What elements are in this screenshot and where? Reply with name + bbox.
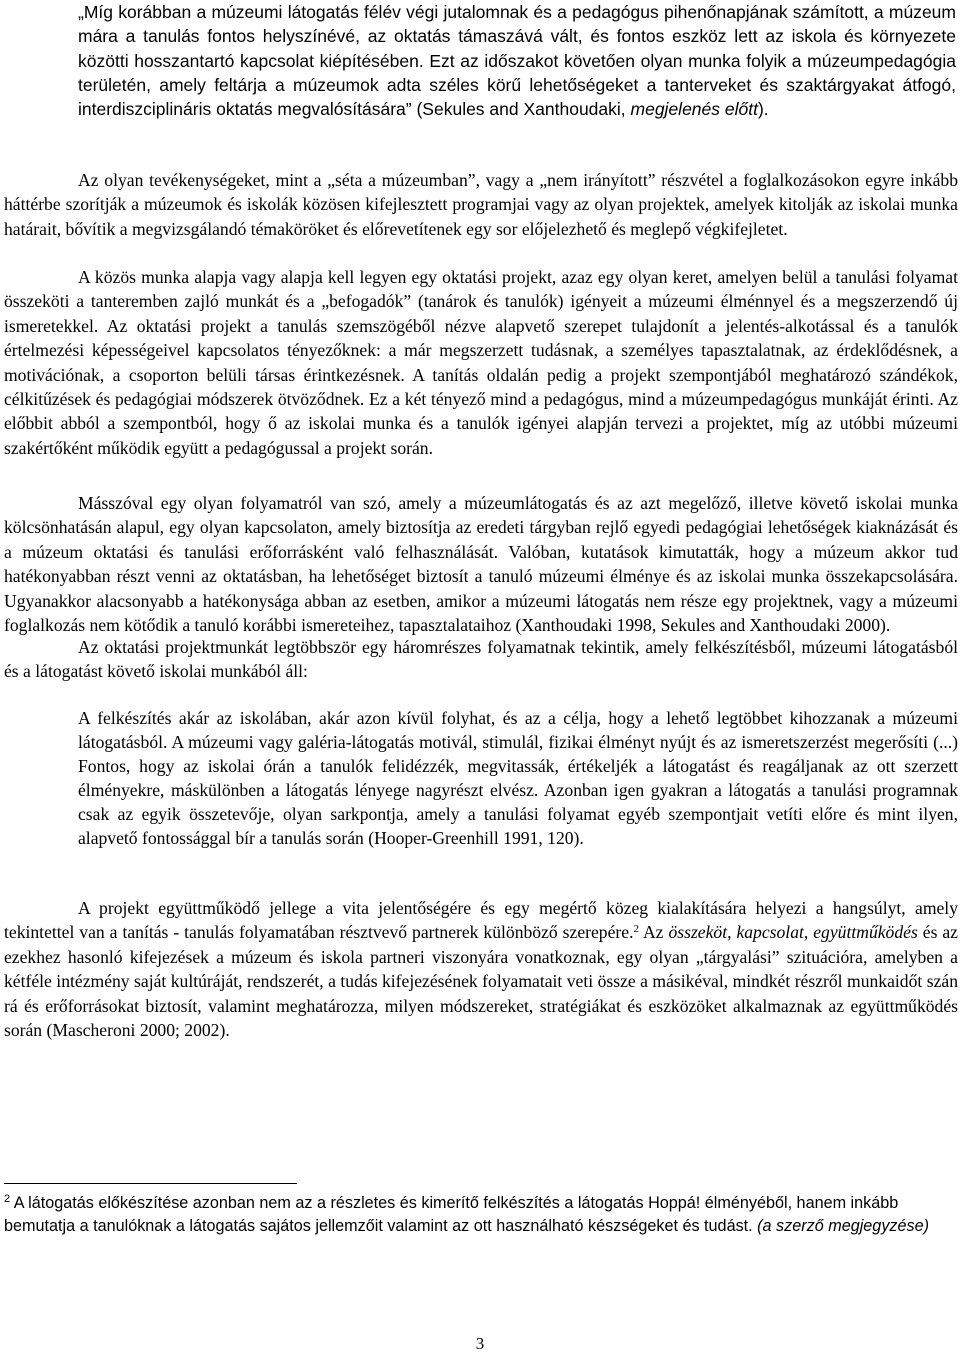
footnote-author-note: (a szerző megjegyzése) bbox=[757, 1217, 929, 1236]
paragraph-final bbox=[4, 896, 958, 1042]
paragraph-3: Másszóval egy olyan folyamatról van szó, amely a múzeumlátogatás és az azt megelőző, illetve követő iskolai munka kölcsönhatásán alapul, egy olyan kapcsolaton, amely biztosítja az eredeti tárgyban rejlő egyedi pedagógiai lehetőségek kiaknázását és a múzeum oktatási és tanulási erőforrásként való felhasználását. Valóban, kutatások kimutatták, hogy a múzeum akkor tud hatékonyabban részt venni az oktatásban, ha lehetőséget biztosít a tanuló múzeumi élménye és az iskolai munka összekapcsolására. Ugyanakkor alacsonyabb a hatékonysága abban az esetben, amikor a múzeumi látogatás nem része egy projektnek, vagy a múzeumi foglalkozás nem kötődik a tanuló korábbi ismereteihez, tapasztalataihoz (Xanthoudaki 1998, Sekules and Xanthoudaki 2000). bbox=[4, 493, 958, 636]
opening-quote bbox=[78, 0, 956, 121]
page-number: 3 bbox=[475, 1334, 485, 1353]
footnote-number: 2 bbox=[4, 1193, 11, 1205]
final-text-3: és az ezekhez hasonló kifejezések a múzeum és iskola partneri viszonyára vonatkoznak, egy olyan „tárgyalási” szituációra, amelyben a kétféle intézmény saját kultúráját, rendszerét, a tudás kifejezésének folyamatait veti össze a másikéval, mindkét részről munkaidőt szán rá és erőforrásokat biztosít, valamint meghatározza, milyen módszereket, stratégiákat és eszközöket alkalmaznak az együttműködés során (Mascheroni 2000; 2002). bbox=[4, 922, 958, 1041]
paragraph-2: A közös munka alapja vagy alapja kell legyen egy oktatási projekt, azaz egy olyan keret, amelyen belül a tanulási folyamat összeköti a tanteremben zajló munkát és a „befogadók” (tanárok és tanulók) igényeit a múzeumi élménnyel és a megszerzendő új ismeretekkel. Az oktatási projekt a tanulás szemszögéből nézve alapvető szerepet tulajdonít a jelentés-alkotással és a tanulók értelmezési képességeivel kapcsolatos tényezőknek: a már megszerzett tudásnak, a személyes tapasztalatnak, az érdeklődésnek, a motivációnak, a csoporton belüli társas érintkezésnek. A tanítás oldalán pedig a projekt szempontjából meghatározó szándékok, célkitűzések és pedagógiai módszerek ötvöződnek. Ez a két tényező mind a pedagógus, mind a múzeumpedagógus munkáját érinti. Az előbbit abból a szempontból, hogy ő az iskolai munka és a tanulók igényei alapján tervezi a projektet, míg az utóbbi múzeumi szakértőként működik együtt a pedagógussal a projekt során. bbox=[4, 267, 958, 458]
final-text-2: Az bbox=[638, 922, 669, 943]
block-quotation: A felkészítés akár az iskolában, akár azon kívül folyhat, és az a célja, hogy a lehető legtöbbet kihozzanak a múzeumi látogatásból. A múzeumi vagy galéria-látogatás motivál, stimulál, fizikai élményt nyújt és az ismeretszerzést megerősíti (...) Fontos, hogy az iskolai órán a tanulók felidézzék, megvitassák, értékeljék a látogatást és reagáljanak az ott szerzett élményekre, máskülönben a látogatás lényege nagyrészt elvész. Azonban igen gyakran a látogatás a tanulási programnak csak az egyik összetevője, olyan sarkpontja, amely a tanulási folyamat egyéb szempontjait vetíti előre és mint ilyen, alapvető fontossággal bír a tanulás során (Hooper-Greenhill 1991, 120). bbox=[78, 708, 958, 848]
final-text-1: A projekt együttműködő jellege a vita jelentőségére és egy megértő közeg kialakítására helyezi a hangsúlyt, amely tekintettel van a tanítás - tanulás folyamatában résztvevő partnerek különböző szerepére. bbox=[4, 898, 958, 943]
quote-end: ). bbox=[757, 99, 769, 120]
quote-text: „Míg korábban a múzeumi látogatás félév végi jutalomnak és a pedagógus pihenőnapjának számított, a múzeum mára a tanulás fontos helyszínévé, az oktatás támaszává vált, és fontos eszköz lett az iskola és környezete közötti hosszantartó kapcsolat kiépítésében. Ezt az időszakot követően olyan munka folyik a múzeumpedagógia területén, amely feltárja a múzeumok adta széles körű lehetőségeket a tanterveket és szaktárgyakat átfogó, interdiszciplináris oktatás megvalósítására” (Sekules and Xanthoudaki, bbox=[78, 2, 956, 120]
footnote-text: A látogatás előkészítése azonban nem az a részletes és kimerítő felkészítés a látogatás Hoppá! élményéből, hanem inkább bemutatja a tanulóknak a látogatás sajátos jellemzőit valamint az ott használható készségeket és tudást. bbox=[4, 1194, 899, 1236]
footnote-separator bbox=[4, 1183, 297, 1184]
paragraph-1: Az olyan tevékenységeket, mint a „séta a múzeumban”, vagy a „nem irányított” részvétel a foglalkozásokon egyre inkább háttérbe szorítják a múzeumok és iskolák közösen kifejlesztett programjai vagy az olyan projektek, amelyek kitolják az iskolai munka határait, bővítik a megvizsgálandó témaköröket és előrevetítenek egy sor előjelezhető és meglepő végkifejletet. bbox=[4, 170, 958, 239]
footnote-reference[interactable]: 2 bbox=[633, 923, 639, 936]
final-italic-terms: összeköt, kapcsolat, együttműködés bbox=[668, 922, 918, 943]
quote-italic: megjelenés előtt bbox=[630, 99, 758, 120]
paragraph-4: Az oktatási projektmunkát legtöbbször egy háromrészes folyamatnak tekintik, amely felkészítésből, múzeumi látogatásból és a látogatást követő iskolai munkából áll: bbox=[4, 637, 958, 682]
footnote bbox=[4, 1192, 934, 1239]
